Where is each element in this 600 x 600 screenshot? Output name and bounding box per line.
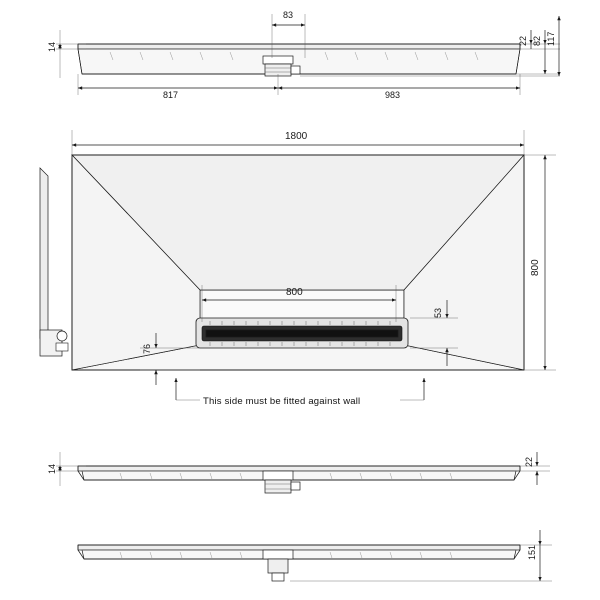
dimension-label-76: 76 bbox=[142, 343, 152, 354]
dimension-label-800-grate: 800 bbox=[286, 287, 303, 298]
dimension-label-22-front: 22 bbox=[524, 456, 534, 467]
dimension-label-117: 117 bbox=[546, 31, 556, 46]
dimension-label-14-top: 14 bbox=[47, 41, 57, 52]
dimension-label-817: 817 bbox=[163, 90, 179, 100]
dimension-label-82: 82 bbox=[532, 35, 542, 46]
dimension-label-14-front: 14 bbox=[47, 463, 57, 474]
dimension-label-983: 983 bbox=[385, 90, 401, 100]
dimension-label-151: 151 bbox=[527, 544, 537, 560]
dimension-label-1800: 1800 bbox=[285, 131, 308, 142]
dimension-label-22-top: 22 bbox=[518, 35, 528, 46]
fitting-note: This side must be fitted against wall bbox=[203, 396, 361, 407]
dimension-label-83: 83 bbox=[283, 10, 294, 20]
dimension-label-53: 53 bbox=[433, 307, 443, 318]
dimension-label-800-height: 800 bbox=[530, 259, 541, 276]
